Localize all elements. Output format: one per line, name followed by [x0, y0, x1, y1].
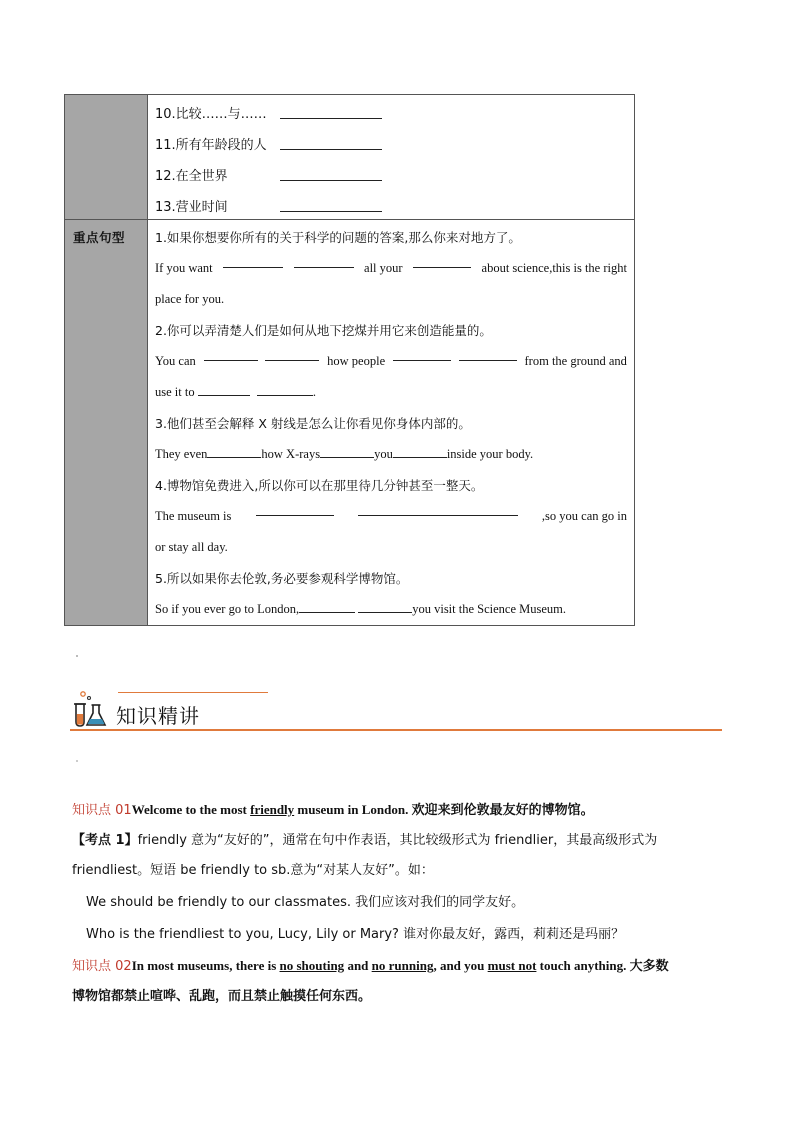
kp-en: , and you: [433, 958, 488, 973]
stray-mark: [76, 760, 78, 762]
sentence-en: [155, 253, 627, 284]
sentence-text: ,so you can go in: [541, 509, 627, 523]
vocab-text: 11.所有年龄段的人: [155, 138, 267, 153]
answer-blank[interactable]: [299, 598, 355, 613]
vocab-cell: [148, 95, 634, 219]
answer-blank[interactable]: [294, 253, 354, 268]
kp-tag: 知识点 02: [72, 959, 132, 974]
table-label-cell: [65, 95, 148, 219]
kaodian-tag: 【考点 1】: [72, 833, 138, 848]
kp-en: touch anything.: [536, 958, 627, 973]
sentence-text: you: [374, 447, 393, 461]
vocab-item: [155, 128, 627, 159]
answer-blank[interactable]: [198, 381, 250, 396]
answer-blank[interactable]: [320, 443, 374, 458]
sentence-cn: 2.你可以弄清楚人们是如何从地下挖煤并用它来创造能量的。: [155, 323, 492, 338]
answer-blank[interactable]: [393, 346, 451, 361]
sentence-en: [155, 501, 627, 532]
kp-en: museum in London.: [294, 802, 409, 817]
section-rule: [70, 729, 722, 731]
table-row: [65, 219, 634, 625]
kp-line: [72, 956, 722, 977]
knowledge-point-2-cont: [72, 987, 722, 1007]
section-label: 重点句型: [73, 230, 126, 245]
sentence-cn: 4.博物馆免费进入,所以你可以在那里待几分钟甚至一整天。: [155, 478, 484, 493]
sentence-en: [155, 377, 627, 408]
answer-blank[interactable]: [358, 501, 518, 516]
sentence-text: They even: [155, 447, 208, 461]
table-row: [65, 95, 634, 219]
kp-cn: 大多数: [629, 959, 669, 974]
kaodian-text: friendliest。短语 be friendly to sb.意为“对某人友好”。如：: [72, 863, 434, 878]
vocab-item: [155, 97, 627, 128]
sentence-text: use it to: [155, 385, 195, 399]
sentence-text: you visit the Science Museum.: [412, 602, 567, 616]
sentence-en: or stay all day.: [155, 540, 228, 554]
sentence-cn: 1.如果你想要你所有的关于科学的问题的答案,那么你来对地方了。: [155, 230, 521, 245]
kaodian-1: [72, 830, 722, 851]
sentence-text: .: [312, 385, 316, 399]
example-text: We should be friendly to our classmates. 我们应该对我们的同学友好。: [86, 895, 525, 910]
kp-cn: 欢迎来到伦敦最友好的博物馆。: [411, 803, 594, 818]
example-sentence: [86, 925, 736, 945]
sentence-text: If you want: [155, 261, 213, 275]
vocab-item: [155, 190, 627, 221]
kp-line: [72, 800, 722, 821]
kaodian-text: friendly 意为“友好的”，通常在句中作表语，其比较级形式为 friendlier，其最高级形式为: [137, 833, 658, 848]
header-deco-line: [118, 692, 268, 693]
sentence-text: The museum is: [155, 509, 232, 523]
answer-blank[interactable]: [280, 169, 382, 181]
sentence-text: from the ground and: [524, 354, 627, 368]
stray-mark: [76, 655, 78, 657]
kp-en: Welcome to the most: [131, 802, 251, 817]
vocab-item: [155, 159, 627, 190]
kp-en: In most museums, there is: [131, 958, 280, 973]
kp-en: and: [344, 958, 372, 973]
sentence-en: [155, 346, 627, 377]
example-text: Who is the friendliest to you, Lucy, Lily or Mary? 谁对你最友好，露西，莉莉还是玛丽？: [86, 927, 625, 942]
sentence-text: how people: [327, 354, 386, 368]
knowledge-point-2: [72, 956, 722, 977]
answer-blank[interactable]: [280, 138, 382, 150]
kp-en-underlined: must not: [487, 958, 537, 973]
answer-blank[interactable]: [358, 598, 412, 613]
kp-cn: 博物馆都禁止喧哗、乱跑，而且禁止触摸任何东西。: [72, 989, 372, 1004]
sentence-en: place for you.: [155, 292, 225, 306]
answer-blank[interactable]: [265, 346, 319, 361]
kp-en-underlined: friendly: [250, 802, 295, 817]
vocab-text: 13.营业时间: [155, 200, 228, 215]
flask-icon: [70, 688, 110, 728]
section-header: [70, 688, 722, 732]
table-label-cell: [65, 220, 148, 625]
section-title: 知识精讲: [116, 704, 200, 728]
sentence-text: So if you ever go to London,: [155, 602, 300, 616]
sentence-en: [155, 594, 627, 625]
kaodian-1-cont: [72, 861, 722, 881]
sentence-text: how X-rays: [261, 447, 321, 461]
answer-blank[interactable]: [393, 443, 447, 458]
answer-blank[interactable]: [223, 253, 283, 268]
answer-blank[interactable]: [256, 501, 334, 516]
kp-en-underlined: no shouting: [279, 958, 345, 973]
sentence-en: [155, 439, 627, 470]
example-sentence: [86, 893, 736, 913]
vocab-text: 10.比较……与……: [155, 107, 267, 122]
sentence-text: You can: [155, 354, 196, 368]
answer-blank[interactable]: [204, 346, 258, 361]
answer-blank[interactable]: [413, 253, 471, 268]
answer-blank[interactable]: [257, 381, 313, 396]
sentence-cn: 3.他们甚至会解释 X 射线是怎么让你看见你身体内部的。: [155, 416, 471, 431]
sentence-text: about science,this is the right: [481, 261, 627, 275]
answer-blank[interactable]: [207, 443, 261, 458]
answer-blank[interactable]: [280, 200, 382, 212]
answer-blank[interactable]: [459, 346, 517, 361]
sentences-cell: [148, 220, 634, 625]
sentence-text: all your: [364, 261, 403, 275]
kp-tag: 知识点 01: [72, 803, 132, 818]
sentence-cn: 5.所以如果你去伦敦,务必要参观科学博物馆。: [155, 571, 409, 586]
vocab-sentence-table: [64, 94, 635, 626]
kp-line: [72, 830, 722, 851]
answer-blank[interactable]: [280, 107, 382, 119]
vocab-text: 12.在全世界: [155, 169, 228, 184]
kp-en-underlined: no running: [371, 958, 434, 973]
sentence-text: inside your body.: [446, 447, 534, 461]
knowledge-point-1: [72, 800, 722, 821]
